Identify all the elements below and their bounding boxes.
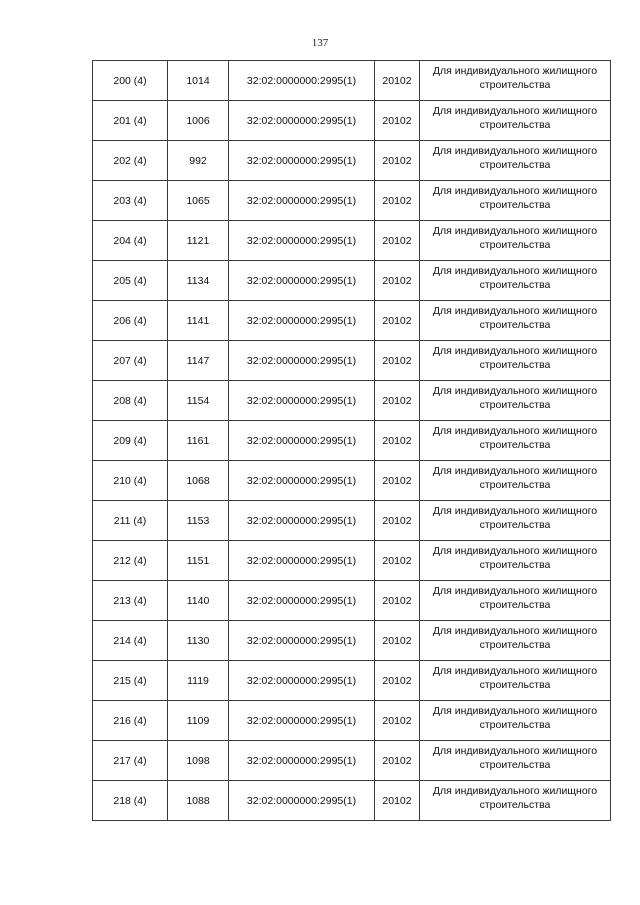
parcel-id-cell: 209 (4) bbox=[93, 421, 168, 461]
table-row bbox=[93, 61, 611, 101]
cadastral-number-cell: 32:02:0000000:2995(1) bbox=[229, 141, 375, 181]
cadastral-number-cell: 32:02:0000000:2995(1) bbox=[229, 381, 375, 421]
permitted-use-cell: Для индивидуального жилищного строительства bbox=[420, 541, 611, 581]
parcel-id-cell: 212 (4) bbox=[93, 541, 168, 581]
table-row bbox=[93, 701, 611, 741]
cadastral-number-cell: 32:02:0000000:2995(1) bbox=[229, 781, 375, 821]
table-row bbox=[93, 381, 611, 421]
parcel-number-cell: 1140 bbox=[168, 581, 229, 621]
table-row bbox=[93, 661, 611, 701]
land-code-cell: 20102 bbox=[375, 381, 420, 421]
parcel-number-cell: 1153 bbox=[168, 501, 229, 541]
permitted-use-cell: Для индивидуального жилищного строительства bbox=[420, 381, 611, 421]
land-code-cell: 20102 bbox=[375, 621, 420, 661]
permitted-use-cell: Для индивидуального жилищного строительства bbox=[420, 221, 611, 261]
cadastral-number-cell: 32:02:0000000:2995(1) bbox=[229, 461, 375, 501]
land-code-cell: 20102 bbox=[375, 101, 420, 141]
table-row bbox=[93, 221, 611, 261]
parcel-number-cell: 1130 bbox=[168, 621, 229, 661]
parcel-id-cell: 216 (4) bbox=[93, 701, 168, 741]
permitted-use-cell: Для индивидуального жилищного строительства bbox=[420, 141, 611, 181]
parcel-number-cell: 992 bbox=[168, 141, 229, 181]
parcel-number-cell: 1141 bbox=[168, 301, 229, 341]
cadastral-number-cell: 32:02:0000000:2995(1) bbox=[229, 741, 375, 781]
land-code-cell: 20102 bbox=[375, 261, 420, 301]
land-code-cell: 20102 bbox=[375, 141, 420, 181]
land-code-cell: 20102 bbox=[375, 61, 420, 101]
land-code-cell: 20102 bbox=[375, 781, 420, 821]
parcel-number-cell: 1088 bbox=[168, 781, 229, 821]
permitted-use-cell: Для индивидуального жилищного строительства bbox=[420, 261, 611, 301]
land-code-cell: 20102 bbox=[375, 701, 420, 741]
parcel-number-cell: 1068 bbox=[168, 461, 229, 501]
parcel-id-cell: 203 (4) bbox=[93, 181, 168, 221]
permitted-use-cell: Для индивидуального жилищного строительства bbox=[420, 741, 611, 781]
land-code-cell: 20102 bbox=[375, 221, 420, 261]
parcel-number-cell: 1014 bbox=[168, 61, 229, 101]
parcel-number-cell: 1121 bbox=[168, 221, 229, 261]
cadastral-number-cell: 32:02:0000000:2995(1) bbox=[229, 221, 375, 261]
table-row bbox=[93, 301, 611, 341]
land-code-cell: 20102 bbox=[375, 541, 420, 581]
table-row bbox=[93, 261, 611, 301]
parcel-table bbox=[92, 60, 611, 821]
land-code-cell: 20102 bbox=[375, 661, 420, 701]
cadastral-number-cell: 32:02:0000000:2995(1) bbox=[229, 181, 375, 221]
permitted-use-cell: Для индивидуального жилищного строительства bbox=[420, 61, 611, 101]
cadastral-number-cell: 32:02:0000000:2995(1) bbox=[229, 661, 375, 701]
land-code-cell: 20102 bbox=[375, 181, 420, 221]
permitted-use-cell: Для индивидуального жилищного строительства bbox=[420, 661, 611, 701]
parcel-id-cell: 204 (4) bbox=[93, 221, 168, 261]
permitted-use-cell: Для индивидуального жилищного строительства bbox=[420, 181, 611, 221]
land-code-cell: 20102 bbox=[375, 341, 420, 381]
parcel-id-cell: 215 (4) bbox=[93, 661, 168, 701]
permitted-use-cell: Для индивидуального жилищного строительства bbox=[420, 421, 611, 461]
cadastral-number-cell: 32:02:0000000:2995(1) bbox=[229, 261, 375, 301]
table-row bbox=[93, 541, 611, 581]
land-code-cell: 20102 bbox=[375, 581, 420, 621]
permitted-use-cell: Для индивидуального жилищного строительства bbox=[420, 701, 611, 741]
table-row bbox=[93, 581, 611, 621]
table-row bbox=[93, 181, 611, 221]
table-row bbox=[93, 501, 611, 541]
land-code-cell: 20102 bbox=[375, 461, 420, 501]
parcel-id-cell: 205 (4) bbox=[93, 261, 168, 301]
table-row bbox=[93, 141, 611, 181]
table-row bbox=[93, 461, 611, 501]
parcel-id-cell: 207 (4) bbox=[93, 341, 168, 381]
cadastral-number-cell: 32:02:0000000:2995(1) bbox=[229, 621, 375, 661]
parcel-number-cell: 1006 bbox=[168, 101, 229, 141]
parcel-id-cell: 206 (4) bbox=[93, 301, 168, 341]
cadastral-number-cell: 32:02:0000000:2995(1) bbox=[229, 581, 375, 621]
permitted-use-cell: Для индивидуального жилищного строительства bbox=[420, 781, 611, 821]
parcel-number-cell: 1119 bbox=[168, 661, 229, 701]
parcel-number-cell: 1109 bbox=[168, 701, 229, 741]
land-code-cell: 20102 bbox=[375, 301, 420, 341]
parcel-id-cell: 211 (4) bbox=[93, 501, 168, 541]
permitted-use-cell: Для индивидуального жилищного строительства bbox=[420, 301, 611, 341]
permitted-use-cell: Для индивидуального жилищного строительства bbox=[420, 501, 611, 541]
parcel-number-cell: 1098 bbox=[168, 741, 229, 781]
permitted-use-cell: Для индивидуального жилищного строительства bbox=[420, 341, 611, 381]
land-code-cell: 20102 bbox=[375, 501, 420, 541]
land-code-cell: 20102 bbox=[375, 741, 420, 781]
parcel-id-cell: 200 (4) bbox=[93, 61, 168, 101]
cadastral-number-cell: 32:02:0000000:2995(1) bbox=[229, 501, 375, 541]
parcel-id-cell: 213 (4) bbox=[93, 581, 168, 621]
parcel-id-cell: 214 (4) bbox=[93, 621, 168, 661]
parcel-id-cell: 208 (4) bbox=[93, 381, 168, 421]
land-code-cell: 20102 bbox=[375, 421, 420, 461]
permitted-use-cell: Для индивидуального жилищного строительства bbox=[420, 101, 611, 141]
parcel-number-cell: 1161 bbox=[168, 421, 229, 461]
cadastral-number-cell: 32:02:0000000:2995(1) bbox=[229, 341, 375, 381]
table-row bbox=[93, 621, 611, 661]
parcel-table-body bbox=[93, 61, 611, 821]
parcel-id-cell: 218 (4) bbox=[93, 781, 168, 821]
page-number: 137 bbox=[311, 37, 329, 49]
parcel-id-cell: 217 (4) bbox=[93, 741, 168, 781]
parcel-number-cell: 1151 bbox=[168, 541, 229, 581]
cadastral-number-cell: 32:02:0000000:2995(1) bbox=[229, 541, 375, 581]
table-row bbox=[93, 781, 611, 821]
permitted-use-cell: Для индивидуального жилищного строительства bbox=[420, 461, 611, 501]
table-row bbox=[93, 741, 611, 781]
table-row bbox=[93, 101, 611, 141]
cadastral-number-cell: 32:02:0000000:2995(1) bbox=[229, 101, 375, 141]
permitted-use-cell: Для индивидуального жилищного строительства bbox=[420, 621, 611, 661]
parcel-number-cell: 1065 bbox=[168, 181, 229, 221]
table-row bbox=[93, 341, 611, 381]
parcel-number-cell: 1154 bbox=[168, 381, 229, 421]
cadastral-number-cell: 32:02:0000000:2995(1) bbox=[229, 701, 375, 741]
cadastral-number-cell: 32:02:0000000:2995(1) bbox=[229, 301, 375, 341]
permitted-use-cell: Для индивидуального жилищного строительства bbox=[420, 581, 611, 621]
parcel-id-cell: 201 (4) bbox=[93, 101, 168, 141]
parcel-id-cell: 210 (4) bbox=[93, 461, 168, 501]
parcel-number-cell: 1134 bbox=[168, 261, 229, 301]
table-row bbox=[93, 421, 611, 461]
parcel-id-cell: 202 (4) bbox=[93, 141, 168, 181]
cadastral-number-cell: 32:02:0000000:2995(1) bbox=[229, 61, 375, 101]
parcel-number-cell: 1147 bbox=[168, 341, 229, 381]
cadastral-number-cell: 32:02:0000000:2995(1) bbox=[229, 421, 375, 461]
